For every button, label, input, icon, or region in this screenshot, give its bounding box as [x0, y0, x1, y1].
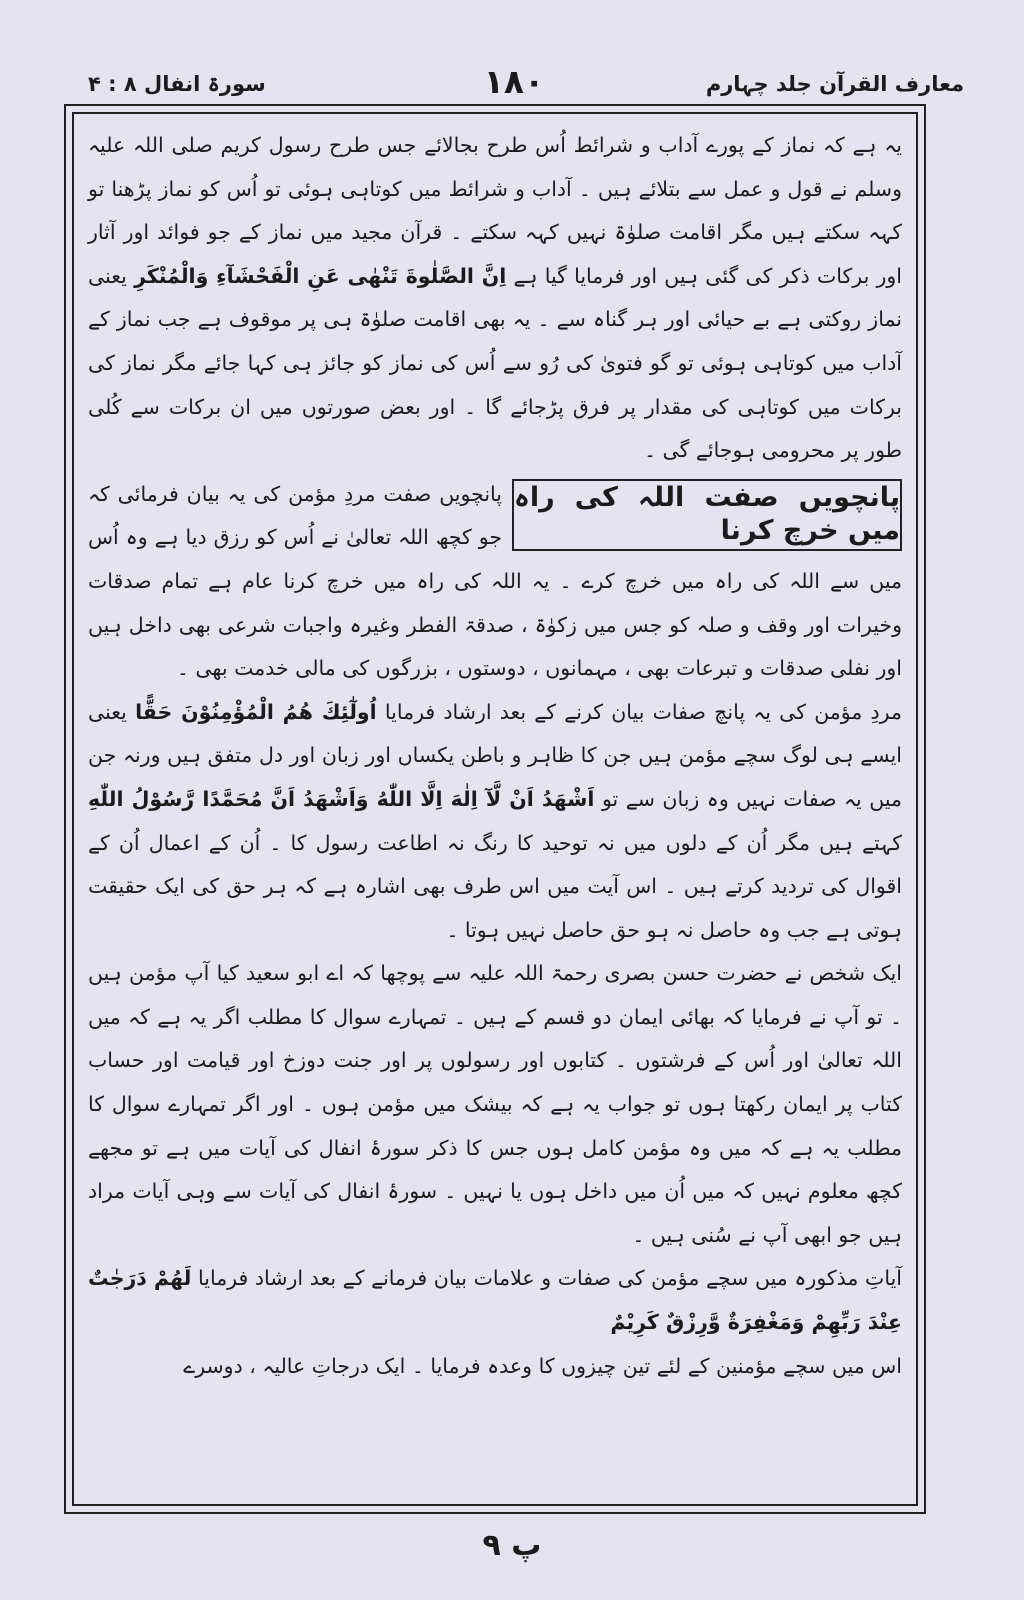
shahada-text: اَشْهَدُ اَنْ لَّآ اِلٰهَ اِلَّا اللّٰهُ وَاَشْهَدُ اَنَّ مُحَمَّدًا رَّسُوْلُ اللّٰهِ	[88, 786, 595, 811]
surah-title: سورۃ انفال ۸ : ۴	[88, 72, 266, 96]
book-title: معارف القرآن جلد چہارم	[705, 72, 964, 96]
page-border-inner	[72, 112, 918, 1506]
page-signature: ۹ پ	[482, 1528, 542, 1563]
paragraph-text: مردِ مؤمن کی یہ پانچ صفات بیان کرنے کے بعد ارشاد فرمایا	[384, 699, 902, 724]
paragraph-text: پانچویں صفت مردِ مؤمن کی یہ بیان فرمائی کہ جو کچھ اللہ تعالیٰ نے اُس کو رزق دیا ہے وہ اُس میں سے اللہ کی راہ میں خرچ کرے ۔ یہ اللہ کی راہ میں خرچ کرنا عام ہے تمام صدقات وخیرات اور وقف و صلہ کو جس میں زکوٰۃ ، صدقۃ الفطر وغیرہ واجبات شرعی بھی داخل ہیں اور نفلی صدقات و تبرعات بھی ، مہمانوں ، دوستوں ، بزرگوں کی مالی خدمت بھی ۔	[88, 481, 902, 681]
paragraph	[88, 952, 902, 1257]
paragraph-text: یہ ہے کہ نماز کے پورے آداب و شرائط اُس طرح بجالائے جس طرح رسول کریم صلی اللہ علیہ وسلم نے قول و عمل سے بتلائے ہیں ۔ آداب و شرائط میں کوتاہی ہوئی تو اُس کو نماز پڑھنا تو کہہ سکتے ہیں مگر اقامت صلوٰۃ نہیں کہہ سکتے ۔ قرآن مجید میں نماز کے جو فوائد اور آثار اور برکات ذکر کی گئی ہیں اور فرمایا گیا ہے	[88, 133, 902, 288]
paragraph	[88, 691, 902, 953]
paragraph-text: اس میں سچے مؤمنین کے لئے تین چیزوں کا وعدہ فرمایا ۔ ایک درجاتِ عالیہ ، دوسرے	[183, 1353, 902, 1378]
paragraph	[88, 1257, 902, 1344]
paragraph-text: یعنی نماز روکتی ہے بے حیائی اور ہر گناہ سے ۔ یہ بھی اقامت صلوٰۃ ہی پر موقوف ہے جب نماز کے آداب میں کوتاہی ہوئی تو گو فتویٰ کی رُو سے اُس کی نماز کو جائز ہی کہا جائے مگر نماز کی برکات میں کوتاہی کی مقدار پر فرق پڑجائے گا ۔ اور بعض صورتوں میں ان برکات سے کُلی طور پر محرومی ہوجائے گی ۔	[88, 263, 902, 463]
paragraph	[88, 124, 902, 473]
paragraph	[88, 1345, 902, 1389]
page-number: ۱۸۰	[483, 62, 545, 101]
page-text	[88, 124, 902, 1388]
quran-verse: اِنَّ الصَّلٰوةَ تَنْهٰى عَنِ الْفَحْشَآءِ وَالْمُنْكَرِ	[134, 263, 507, 288]
paragraph-text: آیاتِ مذکورہ میں سچے مؤمن کی صفات و علامات بیان فرمانے کے بعد ارشاد فرمایا	[198, 1266, 902, 1291]
paragraph-text: ایک شخص نے حضرت حسن بصری رحمۃ اللہ علیہ سے پوچھا کہ اے ابو سعید کیا آپ مؤمن ہیں ۔ تو آپ نے فرمایا کہ بھائی ایمان دو قسم کے ہیں ۔ تمہارے سوال کا مطلب اگر یہ ہے کہ میں اللہ تعالیٰ اور اُس کے فرشتوں ۔ کتابوں اور رسولوں پر اور جنت دوزخ اور قیامت اور حساب کتاب پر ایمان رکھتا ہوں تو جواب یہ ہے کہ بیشک میں مؤمن ہوں ۔ اور اگر تمہارے سوال کا مطلب یہ ہے کہ میں وہ مؤمن کامل ہوں جس کا ذکر سورۂ انفال کی آیات میں ہے تو مجھے کچھ معلوم نہیں کہ میں اُن میں داخل ہوں یا نہیں ۔ سورۂ انفال کی آیات سے وہی آیات مراد ہیں جو ابھی آپ نے سُنی ہیں ۔	[88, 961, 902, 1247]
quran-verse: اُولٰٓئِكَ هُمُ الْمُؤْمِنُوْنَ حَقًّا	[135, 699, 377, 724]
page-header	[64, 62, 964, 106]
paragraph-text: یعنی ایسے ہی لوگ سچے مؤمن ہیں جن کا ظاہر و باطن یکساں اور زبان اور دل متفق ہیں ورنہ جن میں یہ صفات نہیں وہ زبان سے تو	[88, 699, 902, 811]
page-border-outer	[64, 104, 926, 1514]
paragraph-text: کہتے ہیں مگر اُن کے دلوں میں نہ توحید کا رنگ نہ اطاعت رسول کا ۔ اُن کے اعمال اُن کے اقوال کی تردید کرتے ہیں ۔ اس آیت میں اس طرف بھی اشارہ ہے کہ ہر حق کی ایک حقیقت ہوتی ہے جب وہ حاصل نہ ہو حق حاصل نہیں ہوتا ۔	[88, 830, 902, 942]
quran-verse: لَهُمْ دَرَجٰتٌ عِنْدَ رَبِّهِمْ وَمَغْفِرَةٌ وَّرِزْقٌ كَرِيْمٌ	[88, 1266, 902, 1335]
section-heading: پانچویں صفت اللہ کی راہ میں خرچ کرنا	[512, 479, 902, 551]
